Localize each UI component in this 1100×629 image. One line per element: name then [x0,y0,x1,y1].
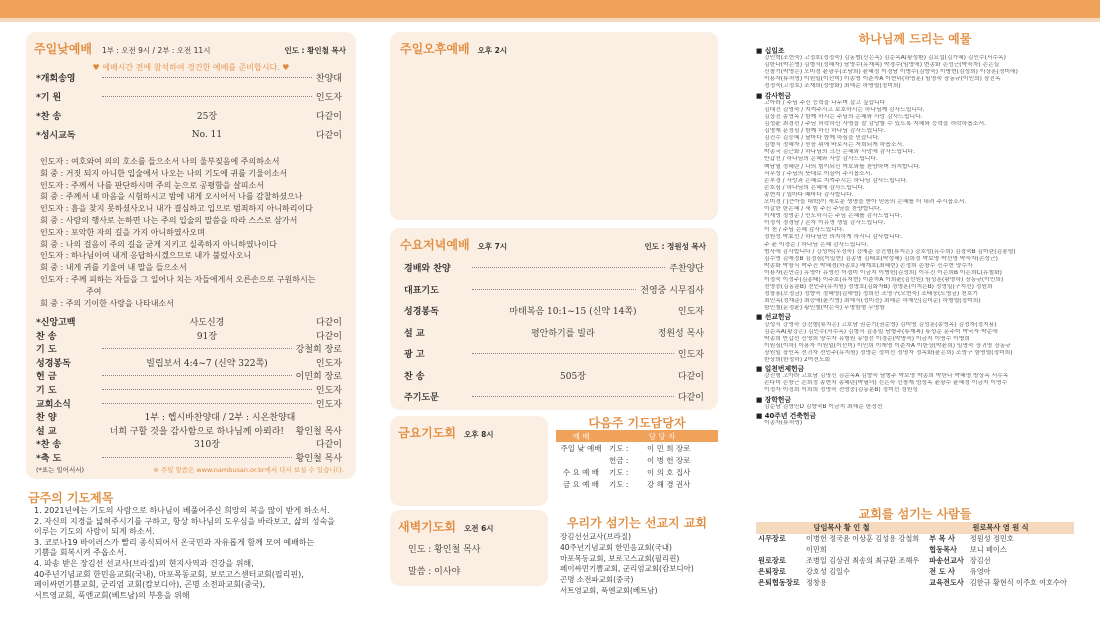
staff-role: 은퇴장로 [758,567,786,576]
sunday-service-leader: 인도 : 황인철 목사 [284,46,346,55]
offering-line: 이 천 / 주님 은혜 감사드립니다. [764,227,845,234]
reading-line [40,274,342,286]
mission-item: 장김선선교사(브라질) [560,532,632,541]
dotted-leader [102,375,292,376]
prayer-item: 이루는 기도의 사람이 되게 하소서. [34,527,155,537]
dotted-leader [472,289,636,290]
dawn-word-row: 말씀 : 이사야 [408,567,461,577]
missions-title: 우리가 섬기는 선교지 교회 [566,516,708,530]
prayer-item: 40주년기념교회 한민음교회(국내), 마포목동교회, 보로고스센터교회(필리핀), [34,569,304,579]
order-person: 강철희 장로 [295,345,342,356]
prayer-item: 기쁨을 회복시켜 주옵소서. [34,548,127,558]
friday-prayer-title: 금요기도회 [398,426,456,440]
reading-text: 거짓 되지 아니한 입술에서 나오는 나의 기도에 귀를 기울이소서 [65,168,288,178]
order-label: 기 도 [36,345,57,356]
offering-line: 김수영 김예정B 김정심(이일현) 김종명 김태호(박성혜) 김희정 박보영 박선영 박숙자(손성근) [764,255,998,262]
offering-line: 정원성 박효선 / 하나님만 의지하게 하시니 감사합니다. [764,234,903,241]
order-row [36,450,342,465]
dawn-prayer-time: 오전 6시 [463,524,494,533]
duty-role: 기도 : [609,443,629,453]
offering-section-title: ■ 감사헌금 [756,93,1074,100]
sunday-service-panel [26,32,356,479]
offering-line: 강인혁(조현숙) 고정호(정정숙) 김동범(신은옥) 김순옥A(황성환) 김요섭(김가혜) 김인수(서수옥) [764,55,1006,62]
order-detail: No. 11 [191,129,223,140]
prayer-item: 페이싸먼기쁨교회, 군리엄 교회(캄보디아), 곤명 소전파교회(중국), [34,580,266,590]
duty-role: 헌금 : [609,455,629,465]
offering-line: 김상진 송영옥 / 함께 하시는 주님의 은혜와 사랑 감사드립니다. [764,113,923,120]
order-detail: 너희 구할 것을 감사함으로 하나님께 아뢰라! [109,426,285,437]
order-row [36,108,342,123]
reading-speaker: 회 중 : [40,298,64,308]
offering-line: 이재영 정영순 / 인도하시는 주님 은혜를 감사드립니다. [764,213,903,220]
order-label: *찬 송 [36,112,62,122]
order-detail: 91장 [196,331,218,342]
responsive-reading [40,156,342,309]
order-person: 인도자 [315,93,342,103]
wednesday-service-leader: 인도 : 정원성 목사 [644,242,706,251]
offering-line: 김형식 정혜자 / 믿음 위에 바로서는 저희되게 하옵소서. [764,142,904,149]
offering-line: 이용자(손만순) 유영아 유영선 이경미 이금지 이병헌(김성희) 이우진 이은희B 이은희C(유철화) [764,269,1002,276]
prayer-item: 3. 코로나19 바이러스가 빨리 종식되어서 온국민과 자유롭게 함께 모여 예배하는 [34,537,315,547]
prayer-item: 1. 2021년에는 기도의 사람으로 하나님이 베풀어주신 희망의 복을 많이 받게 하소서. [34,506,330,515]
order-row [36,127,342,142]
order-row [404,366,704,385]
offering-line: 반갑선 / 하나님의 은혜와 사랑 감사드립니다. [764,156,878,163]
order-row [36,70,342,85]
staff-names: 정원성 정민호 [969,534,1014,543]
offering-line: 최민옥(정재준) 최승애(윤기영) 최예식(정미선) 최해순 하재민(김미순) 하형렬(정미희) [764,298,981,305]
offering-section-title: ■ 일천번제헌금 [756,366,1074,373]
staff-role: 교육전도사 [929,578,964,587]
offering-line: 박종국 김근화 / 하나님의 크신 은혜와 사랑에 감사드립니다. [764,149,916,156]
staff-names: 정창용 [805,578,827,587]
mission-item: 곤명 소전파교회(중국) [560,575,634,585]
reading-line [40,227,342,239]
reading-text: 포악한 자의 길을 가지 아니하였사오며 [70,227,205,237]
order-detail: 평안하기를 빌라 [530,328,595,339]
dotted-leader [102,403,312,404]
staff-names: 이민희 [805,545,827,554]
order-label: 교회소식 [36,399,71,410]
staff-names: 장김선 [969,556,991,565]
reading-line [40,298,342,310]
order-person: 이민희 장로 [295,372,342,383]
wednesday-service-panel [390,228,718,410]
duty-row [556,466,718,478]
order-label: 헌 금 [36,372,57,383]
offering-line: 손부경 / 사랑과 은혜로 지켜주시는 하나님 감사드립니다. [764,177,908,184]
dotted-leader [472,396,674,397]
offering-line: 범사에 감사합니다 / 강성어(우정숙) 강예준 강진형(류지은) 강호성(유수희) 김경숙B 김미란(김봉렬) [764,248,1016,255]
friday-prayer-time: 오후 8시 [463,430,494,439]
reading-text: 나의 걸음이 주의 길을 굳게 지키고 실족하지 아니하였나이다 [65,239,277,249]
reading-text: 사람의 행사로 논하면 나는 주의 입술의 말씀을 따라 스스로 삼가서 [65,215,298,225]
order-detail: 1부 : 헵시바찬양대 / 2부 : 시온찬양대 [144,413,296,424]
order-person: 황인철 목사 [295,454,342,464]
duty-service: 수 요 예 배 [562,467,600,477]
order-label: *성시교독 [36,131,76,141]
staff-table [756,522,1074,589]
order-label: 찬 양 [36,413,57,424]
offerings-list [756,46,1074,427]
website-note: ※ 주일 말씀은 www.nambusan.or.kr에서 다시 보실 수 있습니다. [153,466,344,474]
offering-line: 이정자 이정희 이희희 정영숙 전영중(김동분B) 정미선 정원성 [764,387,918,394]
offering-line: 신창기(박영은) 오미경 윤광우(조남희) 윤혜정 이경남 이병수(김향숙) 이병현(김성희) 이상훈(정미애) [764,69,1018,76]
order-row [404,258,704,277]
offering-section-title: ■ 선교헌금 [756,314,1074,321]
order-person: 다같이 [315,112,342,122]
dotted-leader [102,96,312,97]
order-detail: 사도신경 [189,318,225,328]
duty-row [556,442,718,454]
staff-role: 전 도 사 [929,567,955,576]
offering-line: 전영중(김동분B) 전인주(유지원) 정명호(김화자B) 정영훈(이지은B) 정영일(구지선) 정원희 [764,284,993,291]
staff-role [756,545,804,556]
offering-line: 이용자(류처영) 이원일(이선미) 이종영 이춘자A 이현덕(하명훈) 임명숙 장동규(이인희) 장진옥 [764,76,1001,83]
order-person: 전영중 시무집사 [640,285,704,296]
offering-line: 고아라 / 주님 주신 능력을 나누며 살고 싶습니다 [764,99,886,106]
staff-role: 부 목 사 [929,534,955,543]
order-label: *신앙고백 [36,318,76,328]
offering-line: 한상희(한정하) 2여전도회 [764,357,831,364]
offering-section-title: ■ 장학헌금 [756,397,1074,404]
order-row [36,89,342,104]
reading-speaker: 인도자 : [40,180,69,190]
staff-row [756,534,1074,545]
order-label: 대표기도 [404,285,439,296]
order-detail: 마태복음 10:1~15 (신약 14쪽) [509,307,637,317]
staff-row [756,578,1074,589]
order-row [404,387,704,406]
reading-text: 여호와여 의의 호소를 들으소서 나의 울부짖음에 주의하소서 [70,157,280,166]
reading-line [40,191,342,203]
missions-list [560,532,720,597]
order-label: 광 고 [404,350,425,360]
offering-line: 서무성 / 주님의 뜻대로 이끌어 주시옵소서. [764,170,873,177]
top-banner-bar [0,0,1100,18]
reading-speaker: 회 중 : [40,239,64,249]
offering-line: 김대건 김영숙 / 지켜주시고 보호하시는 하나님께 감사드립니다. [764,106,925,113]
reading-line [40,168,342,180]
order-person: 인도자 [315,358,342,369]
reading-line [40,250,342,262]
order-person: 다같이 [315,318,342,328]
prayer-item: 4. 파송 받은 장김선 선교사(브라질)의 현지사역과 건강을 위해, [34,558,254,568]
order-person: 정원성 목사 [657,328,704,339]
order-person: 다같이 [315,131,342,141]
staff-names: 조병일 김상권 최송의 최규환 조해우 [805,556,920,565]
order-row [404,344,704,363]
reading-text: 주께서 나를 판단하시며 주의 눈으로 공평함을 살피소서 [70,180,264,190]
offering-line: 송현지 / 일마다 때마다 감사합니다. [764,191,854,198]
staff-row [756,545,1074,556]
duty-row [556,454,718,466]
sunday-service-title: 주일낮예배 [34,42,92,56]
duty-service [556,454,606,466]
reading-text: 주께서 내 마음을 시험하시고 밤에 내게 오시어서 나를 감찰하셨으나 [65,192,303,202]
dotted-leader [102,457,292,458]
reading-line [40,180,342,192]
offering-line: 김진수 김승혜 / 날마다 함께 하심을 믿습니다. [764,135,880,142]
reading-text: 주여 [86,286,102,296]
reading-speaker: 회 중 : [40,215,64,225]
dotted-leader [102,389,312,390]
reading-line [40,156,342,168]
reading-text: 흠을 찾지 못하셨사오니 내가 결심하고 입으로 범죄하지 아니하리이다 [70,204,313,214]
duty-role: 기도 : [609,479,629,489]
mission-item: 40주년기념교회 한민음교회(국내) [560,542,672,552]
dawn-leader-row: 인도 : 황인철 목사 [408,545,481,555]
duty-service: 주일 낮 예배 [560,443,602,453]
offering-line: 손호심 / 하나님의 은혜에 감사드립니다. [764,184,865,191]
reading-line [40,262,342,274]
order-label: *기 원 [36,93,62,103]
dotted-leader [102,77,312,78]
order-label: 설 교 [36,426,57,437]
order-person: 다같이 [677,371,704,382]
offering-line: 이원심(이하) 이용자 이원일(이선미) 이인희 이재영 이춘자A 이한상(박윤희) 임명숙 장귀영 장동규 [764,342,1011,349]
order-label: 경배와 찬양 [404,264,451,274]
order-person: 다같이 [315,440,342,451]
staff-role: 시무장로 [758,534,786,543]
duty-name: 강 해 경 권사 [647,479,691,489]
order-label: 성경봉독 [36,358,71,369]
offering-line: 백남열 정혜란 / 나의 힘이되신 여호와를 찬양하며 의지합니다. [764,163,921,170]
mission-item: 페이싸먼기쁨교회, 군리엄교회(캄보디아) [560,564,694,574]
reading-text: 내게 귀를 기울여 내 말을 들으소서 [65,263,187,273]
order-row [404,280,704,299]
duty-name: 이 의 호 집사 [647,467,691,477]
staff-header-senior-pastor: 담임목사 황 인 철 [756,522,927,534]
reading-speaker: 인도자 : [40,204,69,214]
offering-line: 박종희 반갑선 신영희 양수자 유형원 유영선 이경순(박명숙) 이금지 이명수 이병희 [764,335,970,342]
offering-line: 이정석 정경남 / 손자 이유영 생일 감사드립니다. [764,220,886,227]
order-row [404,301,704,320]
staff-names: 김한규 황현식 이주호 여호수아 [969,578,1067,587]
staff-header-emeritus-pastor: 원로목사 염 원 식 [927,522,1074,534]
offering-line: 김순남 김영민D 김향숙B 이금지 최해순 한정선 [764,403,883,410]
offering-line: 이정숙 이정주(김종태) 이주호(유지현) 이춘자A 이희윤(김선원) 임성훈(황명하) 장동규(이인희) [764,277,1004,283]
staff-names: 강호성 김일수 [805,567,850,576]
order-row [404,323,704,342]
offering-line: 강성식 강영숙 강진형(류지은) 고호남 권순기(권순영) 김미영 김성훈(송영옥) 김정자(정지용) [764,321,997,328]
dawn-prayer-title: 새벽기도회 [398,520,456,534]
prayer-topics-list [34,506,354,601]
prayer-topics-title: 금주의 기도제목 [28,491,114,505]
duty-role: 기도 : [609,467,629,477]
afternoon-service-title: 주일오후예배 [400,42,470,56]
afternoon-service-panel [390,32,718,220]
wednesday-service-time: 오후 7시 [477,242,508,251]
order-person: 황인철 목사 [295,426,342,437]
staff-names: 보니 페이스 [969,545,1007,554]
wednesday-service-title: 수요저녁예배 [400,238,470,252]
staff-row [756,567,1074,578]
offering-line: 김한나(박은영) 김형식(정혜자) 남영수(유재복) 박경수(임영애) 변종화 손성근(박숙자) 손은실 [764,62,1000,69]
order-label: 주기도문 [404,393,439,403]
reading-speaker: 인도자 : [40,157,69,166]
duty-service: 금 요 예 배 [562,479,600,489]
offering-line: 정창용(오정금) 정향숙 정혜영(김해영) 정희선 조영구(오현숙) 조태웅(도영금) 천호기 [764,291,978,298]
next-duty-title: 다음주 기도담당자 [588,416,686,430]
staff-role: 협동목사 [929,545,957,554]
offering-line: 이종자(류처영) [764,419,803,426]
mission-item: 서트영교회, 푹엔교회(베트남) [560,585,658,595]
duty-name: 이 병 헌 장로 [647,455,691,465]
offering-line: 이갈한 한은혜 / 새 힘 주신 주님을 찬양합니다. [764,206,882,213]
standing-note: (*표는 일어서서) [36,466,85,474]
offering-line: 강진형 고아라 고호남 김명신 김순옥A 김향숙 남형주 박보영 박종희 박한나 박혜영 방상옥 서수옥 [764,373,1009,380]
offering-line: 오미경 / (큰아들 대학)이 새로운 생명을 받아 믿음의 은혜를 더 내려 주시옵소서. [764,198,967,205]
offering-line: 김영재 문정심 / 함께 하신 하나님 감사드립니다. [764,128,886,135]
order-label: 성경봉독 [404,307,439,317]
offerings-title: 하나님께 드리는 예물 [858,32,972,46]
offering-section-title: ■ 40주년 건축헌금 [756,413,1074,420]
sunday-service-schedule: 1부 : 오전 9시 / 2부 : 오전 11시 [101,46,211,55]
duty-row [556,478,718,490]
order-label: 기 도 [36,386,57,396]
reading-speaker: 회 중 : [40,168,64,178]
order-detail: 25장 [196,112,218,122]
reading-speaker: 인도자 : [40,227,69,237]
staff-names: 이병헌 정국윤 이상훈 김성용 강철희 [805,534,920,543]
staff-title: 교회를 섬기는 사람들 [858,507,972,521]
order-label: 설 교 [404,328,425,339]
order-person: 주찬양단 [669,264,704,274]
dawn-prayer-panel [390,510,548,586]
friday-prayer-panel [390,416,548,506]
invitation-text: ♥ 예배시간 전에 참석하여 경건한 예배를 준비합시다. ♥ [92,63,290,72]
prayer-item: 2. 자신의 지경을 넓혀주시기를 구하고, 항상 하나님의 도우심을 바라보고, 삶의 성숙을 [34,516,335,526]
dotted-leader [102,348,292,349]
order-label: 찬 송 [36,331,57,342]
duty-name: 이 민 희 장로 [647,443,691,453]
staff-names: 유영아 [969,567,991,576]
offering-line: 김성윤 최경선 / 주님 허락하신 사명을 잘 감당할 수 있도록 지혜와 능력을 허락하옵소서. [764,120,986,127]
reading-line [40,203,342,215]
order-person: 인도자 [315,399,342,410]
order-detail: 310장 [194,440,220,451]
mission-item: 마포목동교회, 보로고스교회(필리핀) [560,553,680,563]
reading-speaker: 인도자 : [40,251,69,261]
dotted-leader [472,353,674,354]
order-label: *개회송영 [36,74,76,84]
reading-line [40,215,342,227]
afternoon-service-time: 오후 2시 [477,46,508,55]
order-label: *축 도 [36,454,62,464]
reading-speaker: 인도자 : [40,274,69,284]
reading-text: 주의 기이한 사랑을 나타내소서 [65,298,174,308]
order-detail: 빌립보서 4:4~7 (신약 322쪽) [146,358,268,369]
reading-speaker: 회 중 : [40,192,64,202]
offering-line: 정정숙(고정호) 조재희(정영화) 최해순 하명렬(정미희) [764,83,901,90]
staff-role: 파송선교사 [929,556,964,565]
next-duty-table [556,430,718,490]
offering-line: 손다미 손창근 손희정 송현지 송혜란(박필녀) 신은숙 신창재 엄성옥 윤광수 윤혜정 이금지 이명수 [764,380,1008,387]
order-person: 인도자 [315,386,342,396]
prayer-item: 서트영교회, 푹엔교회(베트남)의 부흥을 위해 [34,590,190,600]
order-person: 인도자 [677,350,704,360]
order-detail: 505장 [560,371,586,382]
reading-line [40,239,342,251]
reading-line [40,286,342,298]
offering-line: 주 윤 이경순 / 하나님 은혜 감사드립니다. [764,241,869,248]
reading-text: 하나님이여 내게 응답하시겠으므로 내가 불렀사오니 [70,251,252,261]
order-person: 찬양대 [315,74,342,84]
dotted-leader [472,267,665,268]
order-person: 다같이 [315,331,342,342]
sunday-service-header [34,40,346,57]
staff-row [756,556,1074,567]
order-label: 찬 송 [404,371,425,382]
offering-line: 김순옥A(황강은) 김인수(서수옥) 김형식 김흥일 남형주(류재복) 류성순 문주미 박국자 박순애 [764,328,998,335]
order-person: 다같이 [677,393,704,403]
order-label: *찬 송 [36,440,62,451]
staff-role: 원로장로 [758,556,786,565]
offering-line: 장원일 장인옥 전귀자 전인주(유지원) 정영순 정미선 정명자 정옥화(윤은희) 조영구 함명렬(정미희) [764,349,1013,356]
order-person: 인도자 [677,307,704,317]
duty-header-service: 예 배 [556,430,606,442]
reading-text: 주께 피하는 자들을 그 일어나 치는 자들에게서 오른손으로 구원하시는 [70,274,316,284]
reading-speaker: 회 중 : [40,263,64,273]
offering-line: 함인철(문정윤) 황인철(박은숙) 무명함형 무명함 [764,305,885,312]
offering-section-title: ■ 십일조 [756,48,1074,55]
duty-header-person: 담 당 자 [606,430,718,442]
staff-role: 은퇴협동장로 [758,578,800,587]
offering-line: 박종화 박창식 박주진 박혜경(하종호) 배계호(최혜련) 손정희 손창수 신수현 양수자 [764,262,973,269]
